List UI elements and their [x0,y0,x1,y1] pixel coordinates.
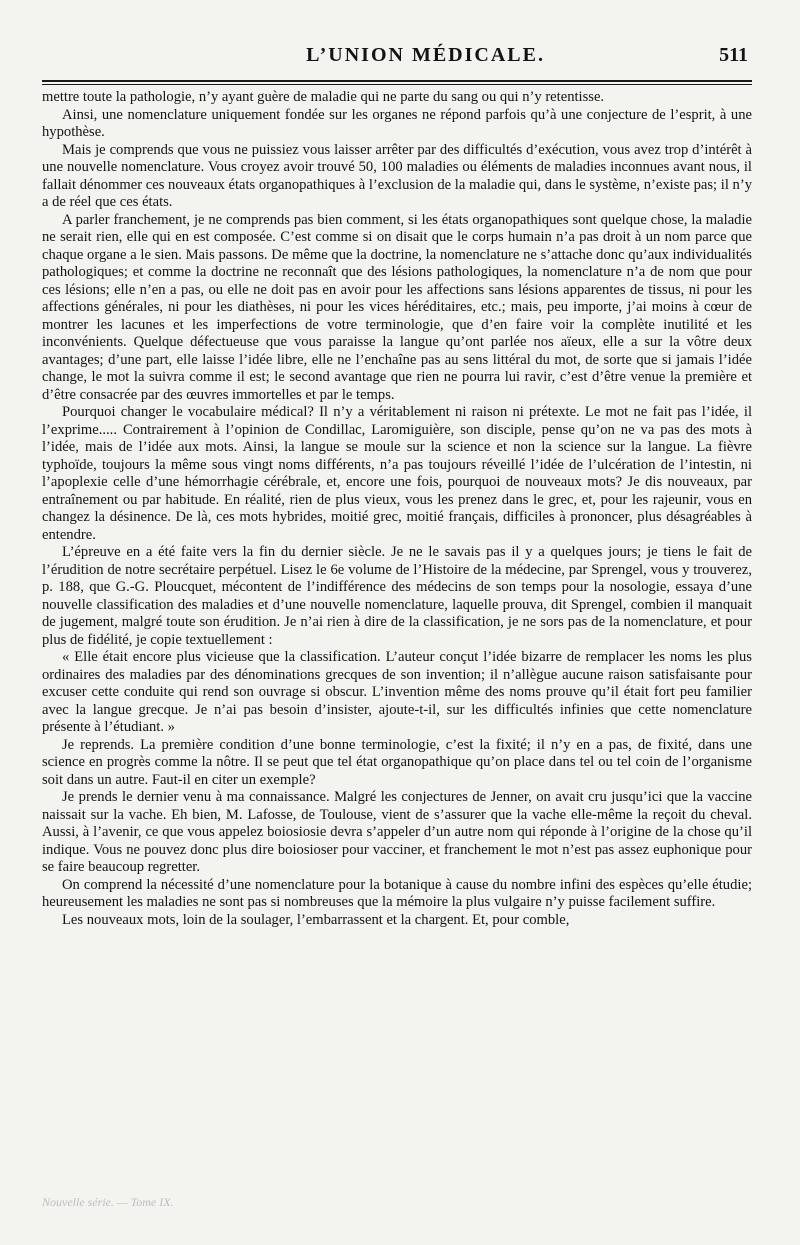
paragraph: Je prends le dernier venu à ma connaissance. Malgré les conjectures de Jenner, on avait cru jusqu’ici que la vaccine naissait sur la vache. Eh bien, M. Lafosse, de Toulouse, vient de s’assurer que la vache elle-même la reçoit du cheval. Aussi, à l’avenir, ce que vous appelez boiosiosie devra s’appeler d’un autre nom qui réponde à l’origine de la chose qu’il indique. Vous ne pouvez donc plus dire boiosioser pour vacciner, et franchement le mot n’est pas assez euphonique pour se faire beaucoup regretter. [42,789,752,875]
running-header [42,44,752,82]
page-number: 511 [719,44,748,66]
paragraph: Les nouveaux mots, loin de la soulager, l’embarrassent et la chargent. Et, pour comble, [62,911,570,928]
paragraph: Ainsi, une nomenclature uniquement fondée sur les organes ne répond parfois qu’à une conjecture de l’esprit, à une hypothèse. [42,106,752,140]
paragraph: mettre toute la pathologie, n’y ayant guère de maladie qui ne parte du sang ou qui n’y retentisse. [42,89,605,105]
paragraph: Pourquoi changer le vocabulaire médical? Il n’y a véritablement ni raison ni prétexte. Le mot ne fait pas l’idée, il l’exprime..... Contrairement à l’opinion de Condillac, Laromiguière, son disciple, pense qu’on ne va pas des mots à l’idée, mais de l’idée aux mots. Ainsi, la langue se moule sur la science et non la science sur la langue. La fièvre typhoïde, toujours la même sous vingt noms différents, n’a pas toujours réveillé l’idée de l’ulcération de l’intestin, ni l’apoplexie celle d’une hémorrhagie cérébrale, et, encore une fois, pourquoi de nouveaux mots? Je dis nouveaux, par entraînement ou par habitude. En réalité, rien de plus vieux, vous les prenez dans le grec, et, pour les rajeunir, vous en changez la désinence. De là, ces mots hybrides, moitié grec, moitié français, difficiles à prononcer, plus désagréables à entendre. [42,404,752,543]
footer-bleedthrough: Nouvelle série. — Tome IX. [42,1195,174,1209]
quotation: « Elle était encore plus vicieuse que la classification. L’auteur conçut l’idée bizarre de remplacer les noms les plus ordinaires des maladies par des dénominations grecques de son invention; il n’allègue aucune raison satisfaisante pour excuser cette conduite qui rend son ouvrage si obscur. L’invention même des noms prouve qu’il était fort peu familier avec la langue grecque. Je n’ai pas besoin d’insister, ajoute-t-il, sur les difficultés infinies que cette nomenclature présente à l’étudiant. » [42,649,752,735]
running-title: L’UNION MÉDICALE. [306,44,545,66]
article-body [42,89,752,929]
header-rule [42,84,752,85]
paragraph: Je reprends. La première condition d’une bonne terminologie, c’est la fixité; il n’y en a pas, de fixité, dans une science en progrès comme la nôtre. Il se peut que tel état organopathique qu’on place dans tel ou tel coin de l’organisme soit dans un autre. Faut-il en citer un exemple? [42,736,752,788]
paragraph: L’épreuve en a été faite vers la fin du dernier siècle. Je ne le savais pas il y a quelques jours; je tiens le fait de l’érudition de notre secrétaire perpétuel. Lisez le 6e volume de l’Histoire de la médecine, par Sprengel, vous y trouverez, p. 188, que G.-G. Ploucquet, mécontent de l’indifférence des médecins de son temps pour la nosologie, essaya d’une nouvelle classification des maladies et d’une nouvelle nomenclature, laquelle prouva, dit Sprengel, combien il manquait de jugement, malgré toute son érudition. Je n’ai rien à dire de la classification, je ne sors pas de la nomenclature, et pour plus de fidélité, je copie textuellement : [42,544,752,648]
paragraph: A parler franchement, je ne comprends pas bien comment, si les états organopathiques sont quelque chose, la maladie ne serait rien, elle qui en est composée. C’est comme si on disait que le corps humain n’a pas droit à un nom parce que chaque organe a le sien. Mais passons. De même que la doctrine, la nomenclature ne s’attache donc qu’aux individualités pathologiques; et comme la doctrine ne reconnaît que des lésions pathologiques, la nomenclature n’a de nom que pour ces lésions; elle n’en a pas, ou elle ne doit pas en avoir pour les affections sans lésions apparentes de tissus, ni pour les affections générales, ni pour les diathèses, ni pour les vices héréditaires, etc.; mais, peu importe, j’ai moins à cœur de montrer les lacunes et les imperfections de votre terminologie, que d’en faire voir la complète inutilité et les inconvénients. Quelque défectueuse que vous paraisse la langue qu’ont parlée nos aïeux, elle a sur la vôtre deux avantages; d’une part, elle laisse l’idée libre, elle ne l’enchaîne pas au sens littéral du mot, de sorte que si jamais l’idée change, le mot la suivra comme il est; le second avantage que rien ne pourra lui ravir, c’est d’être venue la première et d’être consacrée par des œuvres immortelles et par le temps. [42,211,752,403]
paragraph: Mais je comprends que vous ne puissiez vous laisser arrêter par des difficultés d’exécution, vous avez trop d’intérêt à une nouvelle nomenclature. Vous croyez avoir trouvé 50, 100 maladies ou éléments de maladies inconnues avant nous, il fallait dénommer ces nouveaux états organopathiques à l’exclusion de la maladie qui, dans le système, n’existe pas; il n’y a de réel que ces états. [42,141,752,210]
paragraph: On comprend la nécessité d’une nomenclature pour la botanique à cause du nombre infini des espèces qu’elle étudie; heureusement les maladies ne sont pas si nombreuses que la mémoire la plus vulgaire n’y puisse facilement suffire. [42,876,752,910]
